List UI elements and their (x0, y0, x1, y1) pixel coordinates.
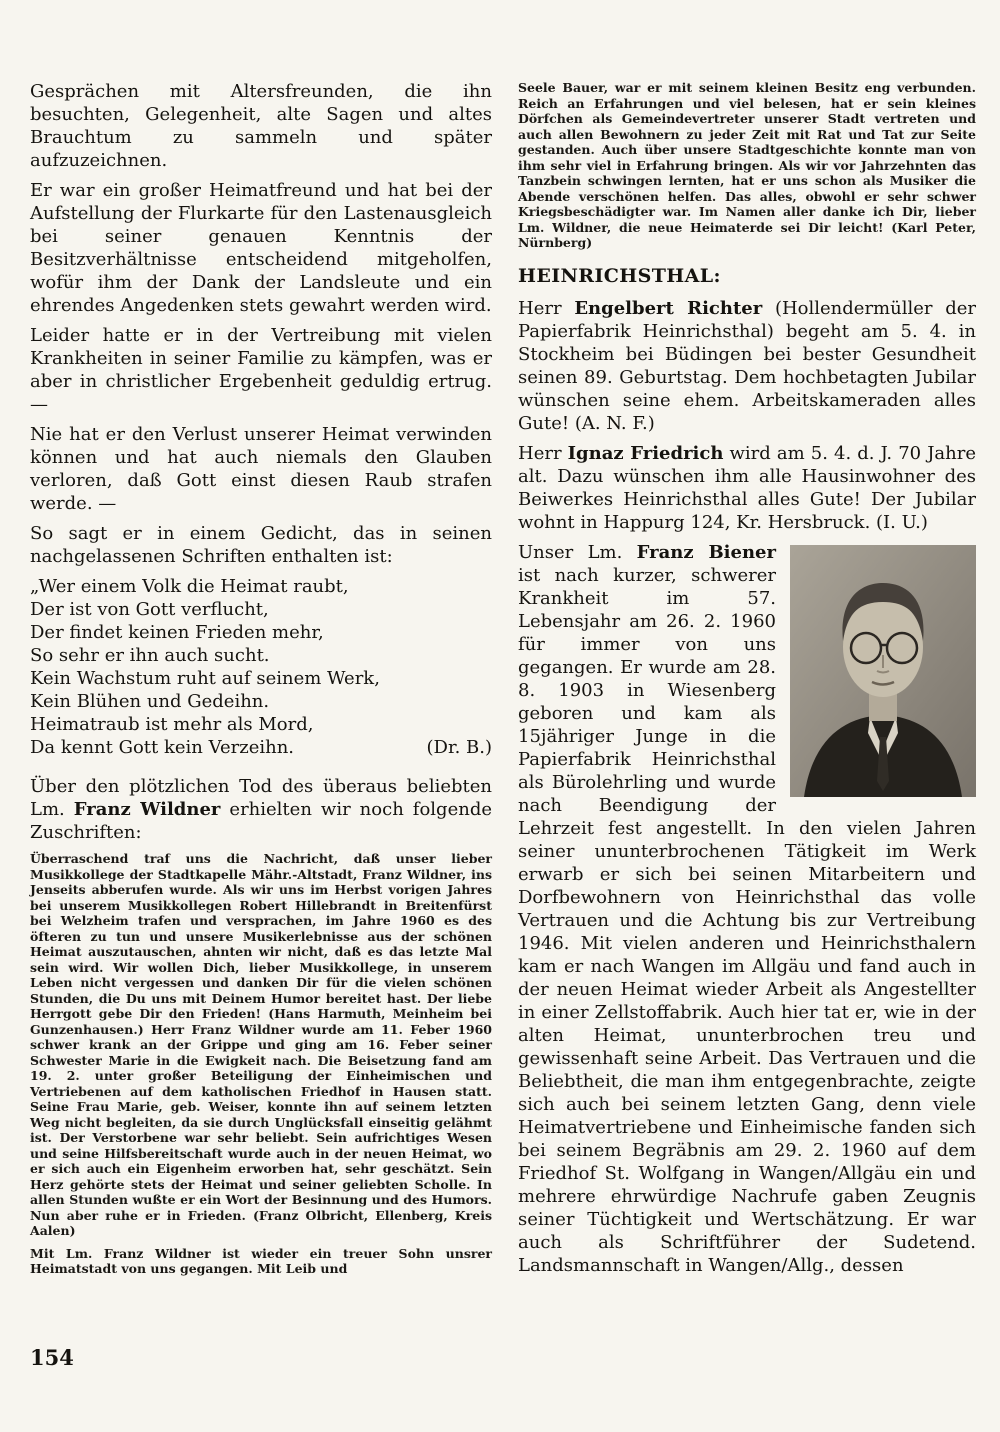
poem-line: Kein Blühen und Gedeihn. (30, 691, 270, 712)
text-run: Unser Lm. (518, 541, 637, 563)
wildner-intro-paragraph (30, 775, 492, 844)
person-name: Franz Wildner (73, 799, 221, 820)
poem-line: „Wer einem Volk die Heimat raubt, (30, 576, 349, 597)
text-run: ist nach kurzer, schwerer Krankheit im 57. Lebensjahr am 26. 2. 1960 für immer von uns gegangen. Er wurde am 28. 8. 1903 in Wiesenberg geboren und kam als 15jähriger Junge in die Papierfabrik Heinrichsthal als Bürolehrling und wurde nach Beendigung der Lehrzeit fest angestellt. In den vielen Jahren seiner ununterbrochenen Tätigkeit im Werk erwarb er sich bei seinen Mitarbeitern und Dorfbewohnern von Heinrichsthal das volle Vertrauen und die Achtung bis zur Vertreibung 1946. Mit vielen anderen und Heinrichsthalern kam er nach Wangen im Allgäu und fand auch in der neuen Heimat wieder Arbeit als Angestellter in einer Zellstoffabrik. Auch hier tat er, wie in der alten Heimat, ununterbrochen treu und gewissenhaft seine Arbeit. Das Vertrauen und die Beliebtheit, die man ihm entgegenbrachte, zeigte sich auch bei seinem letzten Gang, denn viele Heimatvertriebene und Einheimische fanden sich bei seinem Begräbnis am 29. 2. 1960 auf dem Friedhof St. Wolfgang in Wangen/Allgäu ein und mehrere ehrwürdige Nachrufe gaben Zeugnis seiner Tüchtigkeit und Wertschätzung. Er war auch als Schriftführer der Sudetend. Landsmannschaft in Wangen/Allg., dessen (518, 564, 976, 1276)
reader-letter: Überraschend traf uns die Nachricht, daß unser lieber Musikkollege der Stadtkapelle Mähr.-Altstadt, Franz Wildner, ins Jenseits abberufen wurde. Als wir uns im Herbst vorigen Jahres bei unserem Musikkollegen Robert Hillebrandt in Breitenfürst bei Welzheim trafen und versprachen, im Jahre 1960 es des öfteren zu tun und unsere Musikerlebnisse aus der schönen Heimat auszutauschen, ahnten wir nicht, daß es das letzte Mal sein wird. Wir wollen Dich, lieber Musikkollege, in unserem Leben nicht vergessen und danken Dir für die vielen schönen Stunden, die Du uns mit Deinem Humor bereitet hast. Der liebe Herrgott gebe Dir den Frieden! (Hans Harmuth, Meinheim bei Gunzenhausen.) Herr Franz Wildner wurde am 11. Feber 1960 schwer krank an der Grippe und ging am 16. Feber seiner Schwester Marie in die Ewigkeit nach. Die Beisetzung fand am 19. 2. unter großer Beteiligung der Einheimischen und Vertriebenen auf dem katholischen Friedhof in Hausen statt. Seine Frau Marie, geb. Weiser, konnte ihn auf seinem letzten Weg nicht begleiten, da sie durch Unglücksfall einseitig gelähmt ist. Der Verstorbene war sehr beliebt. Sein aufrichtiges Wesen und seine Hilfsbereitschaft wurde auch in der neuen Heimat, wo er sich auch ein Eigenheim erworben hat, sehr geschätzt. Sein Herz gehörte stets der Heimat und seiner geliebten Scholle. In allen Stunden wußte er ein Wort der Besinnung und des Humors. Nun aber ruhe er in Frieden. (Franz Olbricht, Ellenberg, Kreis Aalen) (30, 851, 492, 1238)
poem-line-with-attribution (30, 736, 492, 759)
poem-line: Da kennt Gott kein Verzeihn. (30, 737, 295, 758)
poem-line: Der findet keinen Frieden mehr, (30, 622, 324, 643)
jubilee-paragraph-richter (518, 297, 976, 435)
text-run: Herr (518, 297, 575, 319)
reader-letter-continuation: Seele Bauer, war er mit seinem kleinen Besitz eng verbunden. Reich an Erfahrungen und viel belesen, hat er sein kleines Dörfchen als Gemeindevertreter unserer Stadt vertreten und auch allen Bewohnern zu jeder Zeit mit Rat und Tat zur Seite gestanden. Auch über unsere Stadtgeschichte konnte man von ihm sehr viel in Erfahrung bringen. Als wir vor Jahrzehnten das Tanzbein schwingen lernten, hat er uns schon als Musiker die Abende verschönen helfen. Das alles, obwohl er sehr schwer Kriegsbeschädigter war. Im Namen aller danke ich Dir, lieber Lm. Wildner, die neue Heimaterde sei Dir leicht! (Karl Peter, Nürnberg) (518, 80, 976, 250)
poem-line: Kein Wachstum ruht auf seinem Werk, (30, 668, 380, 689)
obituary-paragraph: Gesprächen mit Altersfreunden, die ihn besuchten, Gelegenheit, alte Sagen und altes Brauchtum zu sammeln und später aufzuzeichnen. (30, 81, 492, 171)
person-name: Franz Biener (636, 541, 776, 563)
text-run: Herr (518, 442, 568, 464)
poem-attribution: (Dr. B.) (426, 737, 492, 758)
obituary-paragraph: Leider hatte er in der Vertreibung mit vielen Krankheiten in seiner Familie zu kämpfen, was er aber in christlicher Ergebenheit geduldig ertrug. — (30, 325, 492, 415)
poem-line: Der ist von Gott verflucht, (30, 599, 269, 620)
text-run: (Hollendermüller der Papierfabrik Heinrichsthal) begeht am 5. 4. in Stockheim bei Büdingen bei bester Gesundheit seinen 89. Geburtstag. Dem hochbetagten Jubilar wünschen seine ehem. Arbeitskameraden alles Gute! (A. N. F.) (518, 297, 977, 434)
text-run: Über den plötzlichen Tod des überaus beliebten Lm. (30, 776, 492, 820)
portrait-photo (790, 545, 976, 797)
obituary-paragraph-biener (518, 541, 976, 1277)
person-name: Engelbert Richter (574, 297, 763, 319)
section-heading-heinrichsthal: HEINRICHSTHAL: (518, 264, 721, 287)
poem-line: Heimatraub ist mehr als Mord, (30, 714, 314, 735)
memorial-poem (30, 575, 492, 759)
obituary-paragraph: Er war ein großer Heimatfreund und hat bei der Aufstellung der Flurkarte für den Lastenausgleich bei seiner genauen Kenntnis der Besitzverhältnisse entscheidend mitgeholfen, wofür ihm der Dank der Landsleute und ein ehrendes Angedenken stets gewahrt werden wird. (30, 180, 492, 316)
person-name: Ignaz Friedrich (567, 442, 724, 464)
text-run: erhielten wir noch folgende Zuschriften: (30, 799, 492, 843)
left-column (30, 80, 492, 1284)
poem-line: So sehr er ihn auch sucht. (30, 645, 270, 666)
obituary-paragraph: So sagt er in einem Gedicht, das in seinen nachgelassenen Schriften enthalten ist: (30, 523, 492, 567)
right-column (518, 80, 976, 1284)
obituary-paragraph: Nie hat er den Verlust unserer Heimat verwinden können und hat auch niemals den Glauben verloren, daß Gott einst diesen Raub strafen werde. — (30, 424, 492, 514)
text-run: wird am 5. 4. d. J. 70 Jahre alt. Dazu wünschen ihm alle Hausinwohner des Beiwerkes Heinrichsthal alles Gute! Der Jubilar wohnt in Happurg 124, Kr. Hersbruck. (I. U.) (518, 442, 976, 533)
two-column-layout (30, 80, 976, 1284)
page-number: 154 (30, 1345, 74, 1370)
jubilee-paragraph-friedrich (518, 442, 976, 534)
reader-letter-continued: Mit Lm. Franz Wildner ist wieder ein treuer Sohn unsrer Heimatstadt von uns gegangen. Mit Leib und (30, 1245, 492, 1276)
